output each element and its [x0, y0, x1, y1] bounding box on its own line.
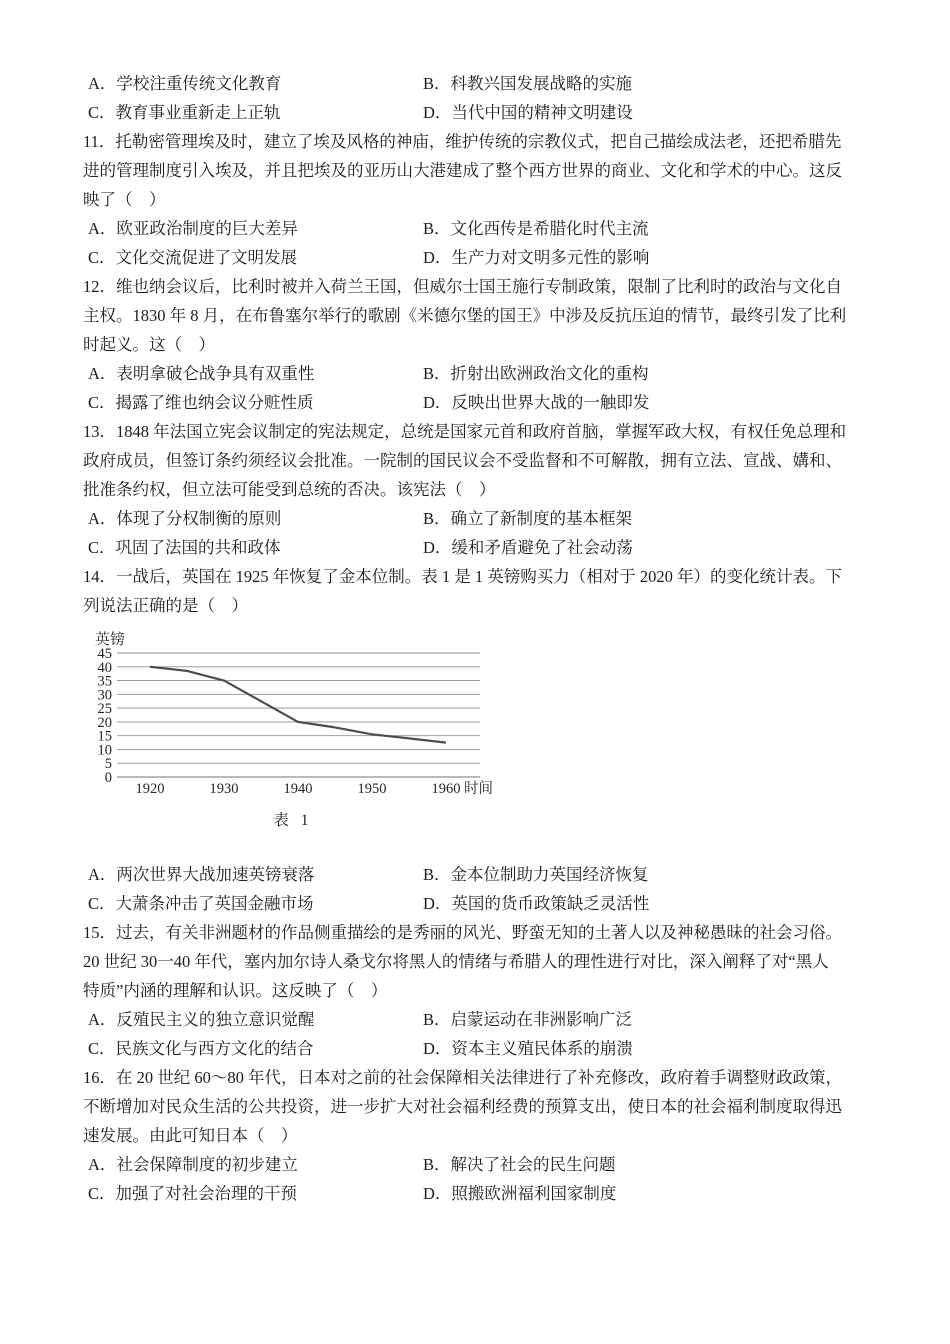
line-chart	[83, 626, 503, 806]
option-cell: A．两次世界大战加速英镑衰落	[88, 865, 315, 884]
question-text-line: 速发展。由此可知日本（ ）	[83, 1126, 298, 1145]
option-cell: D．生产力对文明多元性的影响	[423, 248, 650, 267]
chart-caption: 表 1	[273, 812, 313, 829]
option-cell: A．社会保障制度的初步建立	[88, 1155, 298, 1174]
y-tick-label: 15	[97, 728, 112, 745]
option-cell: B．解决了社会的民生问题	[423, 1155, 616, 1174]
option-cell: C．文化交流促进了文明发展	[88, 248, 298, 267]
option-row	[83, 388, 866, 417]
option-row	[83, 533, 866, 562]
option-cell: D．缓和矛盾避免了社会动荡	[423, 538, 633, 557]
document-content	[83, 69, 866, 1208]
question-text-line: 批准条约权，但立法可能受到总统的否决。该宪法（ ）	[83, 480, 496, 499]
y-tick-label: 45	[97, 646, 112, 662]
option-cell: B．科教兴国发展战略的实施	[423, 74, 633, 93]
option-row	[83, 1179, 866, 1208]
option-cell: C．揭露了维也纳会议分赃性质	[88, 393, 314, 412]
option-cell: B．文化西传是希腊化时代主流	[423, 219, 649, 238]
option-row	[83, 1034, 866, 1063]
option-row	[83, 359, 866, 388]
option-cell: B．金本位制助力英国经济恢复	[423, 865, 649, 884]
option-cell: A．欧亚政治制度的巨大差异	[88, 219, 298, 238]
question-text-line: 16．在 20 世纪 60～80 年代，日本对之前的社会保障相关法律进行了补充修改，政府着手调整财政政策，	[83, 1068, 842, 1087]
x-axis-label: 时间	[464, 781, 493, 797]
x-tick-label: 1940	[283, 781, 313, 797]
option-cell: C．加强了对社会治理的干预	[88, 1184, 298, 1203]
question-text-line: 15．过去，有关非洲题材的作品侧重描绘的是秀丽的风光、野蛮无知的土著人以及神秘愚昧的社会习俗。	[83, 923, 842, 942]
option-cell: B．折射出欧洲政治文化的重构	[423, 364, 649, 383]
option-row	[83, 1150, 866, 1179]
option-row	[83, 69, 866, 98]
option-cell: D．当代中国的精神文明建设	[423, 103, 633, 122]
option-cell: D．英国的货币政策缺乏灵活性	[423, 894, 650, 913]
question-text-line: 13．1848 年法国立宪会议制定的宪法规定，总统是国家元首和政府首脑，掌握军政大权，有权任免总理和	[83, 422, 847, 441]
question-text-line: 政府成员，但签订条约须经议会批准。一院制的国民议会不受监督和不可解散，拥有立法、宣战、媾和、	[83, 451, 842, 470]
question-text-line: 14．一战后，英国在 1925 年恢复了金本位制。表 1 是 1 英镑购买力（相对于 2020 年）的变化统计表。下	[83, 567, 842, 586]
option-row	[83, 1005, 866, 1034]
option-cell: C．民族文化与西方文化的结合	[88, 1039, 314, 1058]
question-text-line: 20 世纪 30一40 年代，塞内加尔诗人桑戈尔将黑人的情绪与希腊人的理性进行对比，深入阐释了对“黑人	[83, 952, 829, 971]
option-cell: A．体现了分权制衡的原则	[88, 509, 282, 528]
question-text-line: 时起义。这（ ）	[83, 335, 215, 354]
option-cell: D．反映出世界大战的一触即发	[423, 393, 650, 412]
option-row	[83, 214, 866, 243]
question-text-line: 11．托勒密管理埃及时，建立了埃及风格的神庙，维护传统的宗教仪式，把自己描绘成法老，还把希腊先	[83, 132, 842, 151]
question-text-line: 映了（ ）	[83, 190, 166, 209]
option-row	[83, 504, 866, 533]
y-tick-label: 5	[104, 756, 112, 773]
question-text-line: 12．维也纳会议后，比利时被并入荷兰王国，但威尔士国王施行专制政策，限制了比利时的政治与文化自	[83, 277, 842, 296]
option-cell: A．学校注重传统文化教育	[88, 74, 282, 93]
option-cell: C．大萧条冲击了英国金融市场	[88, 894, 314, 913]
y-tick-label: 40	[97, 659, 112, 676]
y-tick-label: 10	[97, 742, 112, 759]
y-tick-label: 0	[104, 770, 112, 786]
option-cell: A．反殖民主义的独立意识觉醒	[88, 1010, 315, 1029]
option-cell: B．启蒙运动在非洲影响广泛	[423, 1010, 633, 1029]
question-text-line: 特质”内涵的理解和认识。这反映了（ ）	[83, 981, 388, 1000]
question-text-line: 进的管理制度引入埃及，并且把埃及的亚历山大港建成了整个西方世界的商业、文化和学术的中心。这反	[83, 161, 842, 180]
x-tick-label: 1950	[357, 781, 387, 797]
option-cell: D．照搬欧洲福利国家制度	[423, 1184, 617, 1203]
y-tick-label: 35	[97, 673, 112, 690]
option-row	[83, 243, 866, 272]
pound-purchasing-power-chart	[83, 620, 866, 860]
y-tick-label: 20	[97, 714, 112, 731]
y-axis-label: 英镑	[95, 632, 126, 648]
option-cell: B．确立了新制度的基本框架	[423, 509, 633, 528]
option-row	[83, 98, 866, 127]
option-cell: A．表明拿破仑战争具有双重性	[88, 364, 315, 383]
y-tick-label: 30	[97, 687, 112, 704]
question-text-line: 列说法正确的是（ ）	[83, 596, 248, 615]
option-cell: C．教育事业重新走上正轨	[88, 103, 281, 122]
x-tick-label: 1920	[135, 781, 165, 797]
y-tick-label: 25	[97, 701, 112, 718]
question-text-line: 主权。1830 年 8 月，在布鲁塞尔举行的歌剧《米德尔堡的国王》中涉及反抗压迫的情节，最终引发了比利	[83, 306, 847, 325]
option-cell: C．巩固了法国的共和政体	[88, 538, 281, 557]
x-tick-label: 1930	[209, 781, 239, 797]
option-row	[83, 889, 866, 918]
x-tick-label: 1960	[431, 781, 461, 797]
series-line-pound-value	[150, 667, 446, 743]
option-row	[83, 860, 866, 889]
option-cell: D．资本主义殖民体系的崩溃	[423, 1039, 633, 1058]
question-text-line: 不断增加对民众生活的公共投资，进一步扩大对社会福利经费的预算支出，使日本的社会福利制度取得迅	[83, 1097, 842, 1116]
